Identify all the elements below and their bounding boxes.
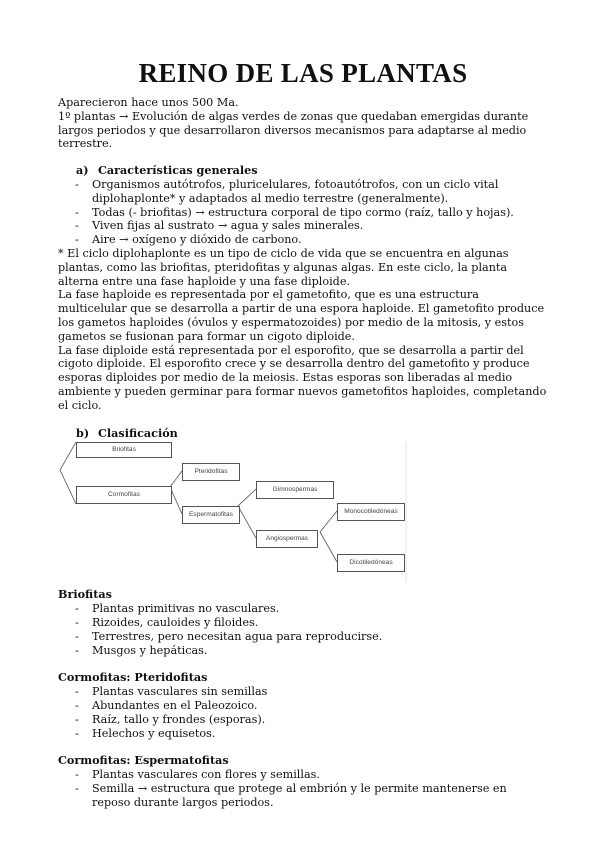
- section-b-heading: [58, 427, 548, 441]
- list-item: - Todas (- briofitas) → estructura corporal de tipo cormo (raíz, tallo y hojas).: [58, 206, 548, 220]
- group-list: [58, 602, 548, 657]
- section-a-list: [58, 178, 548, 247]
- intro-line: Aparecieron hace unos 500 Ma.: [58, 96, 239, 109]
- diagram-box-espermatofitas: Espermatofitas: [182, 506, 240, 524]
- diagram-box-gimnospermas: Gimnospermas: [256, 481, 334, 499]
- group-heading: Briofitas: [58, 587, 112, 602]
- document-body: [58, 96, 548, 809]
- group-list: [58, 685, 548, 740]
- bracket-espermatofitas: [238, 489, 256, 538]
- page-title: REINO DE LAS PLANTAS: [138, 58, 468, 88]
- diagram-box-angiospermas: Angiospermas: [256, 530, 318, 548]
- group-pteridofitas: [58, 671, 548, 740]
- list-item: - Plantas vasculares con flores y semillas.: [58, 768, 548, 782]
- list-item: - Abundantes en el Paleozoico.: [58, 699, 548, 713]
- list-item: - Helechos y equisetos.: [58, 727, 548, 741]
- list-item: - Musgos y hepáticas.: [58, 644, 548, 658]
- list-item: - Terrestres, pero necesitan agua para reproducirse.: [58, 630, 548, 644]
- bracket-angiospermas: [320, 511, 337, 562]
- classification-diagram: [58, 442, 408, 582]
- section-b-letter: b): [76, 425, 90, 440]
- list-item: - Plantas primitivas no vasculares.: [58, 602, 548, 616]
- group-heading: Cormofitas: Pteridofitas: [58, 670, 208, 685]
- diagram-box-pteridofitas: Pteridofitas: [182, 463, 240, 481]
- section-a-title: Características generales: [98, 163, 258, 178]
- intro-paragraph: 1º plantas → Evolución de algas verdes de zonas que quedaban emergidas durante largos periodos y que desarrollaron diversos mecanismos para adaptarse al medio terrestre.: [58, 109, 529, 151]
- list-item: - Semilla → estructura que protege al embrión y le permite mantenerse en reposo durante largos periodos.: [58, 782, 548, 810]
- section-a-heading: [58, 164, 548, 178]
- diagram-box-briofitas: Briofitas: [76, 442, 172, 458]
- diagram-box-cormofitas: Cormofitas: [76, 486, 172, 504]
- list-item: - Aire → oxígeno y dióxido de carbono.: [58, 233, 548, 247]
- paragraph: * El ciclo diplohaplonte es un tipo de ciclo de vida que se encuentra en algunas plantas, como las briofitas, pteridofitas y algunas algas. En este ciclo, la planta alterna entre una fase haploide y una fase diploide.: [58, 246, 509, 288]
- group-heading: Cormofitas: Espermatofitas: [58, 753, 229, 768]
- bracket-root: [60, 442, 76, 504]
- list-item: - Viven fijas al sustrato → agua y sales minerales.: [58, 219, 548, 233]
- group-espermatofitas: [58, 754, 548, 809]
- diagram-box-monocotiledoneas: Monocotiledóneas: [337, 503, 405, 521]
- list-item: - Plantas vasculares sin semillas: [58, 685, 548, 699]
- paragraph: La fase diploide está representada por el esporofito, que se desarrolla a partir del cigoto diploide. El esporofito crece y se desarrolla dentro del gametofito y produce esporas diploides por medio de la meiosis. Estas esporas son liberadas al medio ambiente y pueden germinar para formar nuevos gametofitos haploides, completando el ciclo.: [58, 343, 547, 412]
- list-item: - Organismos autótrofos, pluricelulares, fotoautótrofos, con un ciclo vital diplohaplonte* y adaptados al medio terrestre (generalmente).: [58, 178, 548, 206]
- list-item: - Rizoides, cauloides y filoides.: [58, 616, 548, 630]
- group-briofitas: [58, 588, 548, 657]
- group-list: [58, 768, 548, 809]
- paragraph: La fase haploide es representada por el gametofito, que es una estructura multicelular que se desarrolla a partir de una espora haploide. El gametofito produce los gametos haploides (óvulos y espermatozoides) por medio de la mitosis, y estos gametos se fusionan para formar un cigoto diploide.: [58, 288, 545, 343]
- section-a-letter: a): [76, 163, 89, 178]
- section-b-title: Clasificación: [98, 425, 178, 440]
- list-item: - Raíz, tallo y frondes (esporas).: [58, 713, 548, 727]
- diagram-box-dicotiledoneas: Dicotiledóneas: [337, 554, 405, 572]
